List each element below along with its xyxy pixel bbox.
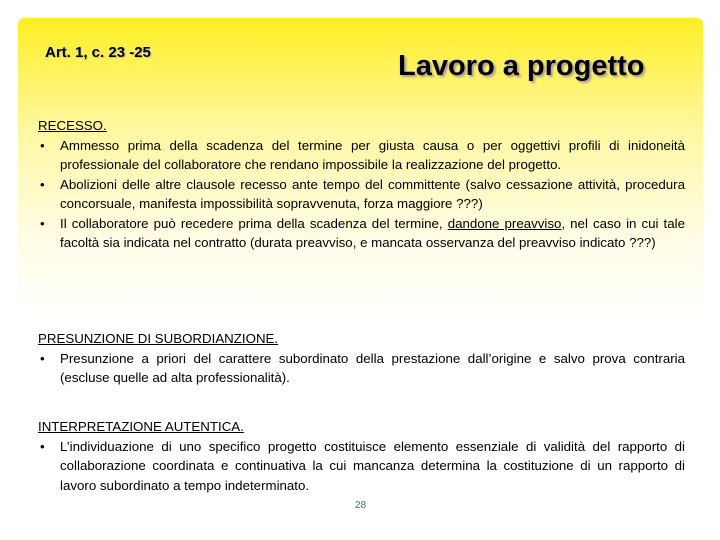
bullet-text: , nel caso in cui tale facoltà sia indicata nel contratto (durata preavviso, e mancata osservanza del preavviso indicato ???) — [60, 215, 685, 250]
bullet-item: • Abolizioni delle altre clausole recesso ante tempo del committente (salvo cessazione attività, procedura concorsuale, manifesta impossibilità sopravvenuta, forza maggiore ???) — [38, 175, 685, 214]
slide-title: Lavoro a progetto — [398, 50, 645, 82]
page-number: 28 — [355, 500, 367, 511]
section-interpretazione — [38, 417, 685, 495]
section-heading: INTERPRETAZIONE AUTENTICA. — [38, 419, 244, 434]
bullet-item — [38, 214, 685, 253]
slide-subtitle: Art. 1, c. 23 -25 — [45, 44, 151, 61]
section-presunzione — [38, 329, 685, 388]
underlined-text: dandone preavviso — [447, 215, 562, 231]
bullet-text: Il collaboratore può recedere prima della scadenza del termine, — [60, 215, 448, 231]
bullet-item: • L’individuazione di uno specifico progetto costituisce elemento essenziale di validità del rapporto di collaborazione coordinata e continuativa la cui mancanza determina la costituzione di un rapporto di lavoro subordinato a tempo indeterminato. — [38, 437, 685, 496]
bullet-item: • Presunzione a priori del carattere subordinato della prestazione dall’origine e salvo prova contraria (escluse quelle ad alta professionalità). — [38, 349, 685, 388]
section-recesso — [38, 116, 685, 253]
bullet-item: • Ammesso prima della scadenza del termine per giusta causa o per oggettivi profili di inidoneità professionale del collaboratore che rendano impossibile la realizzazione del progetto. — [38, 136, 685, 175]
section-heading: RECESSO. — [38, 118, 107, 133]
section-heading: PRESUNZIONE DI SUBORDIANZIONE. — [38, 331, 279, 346]
